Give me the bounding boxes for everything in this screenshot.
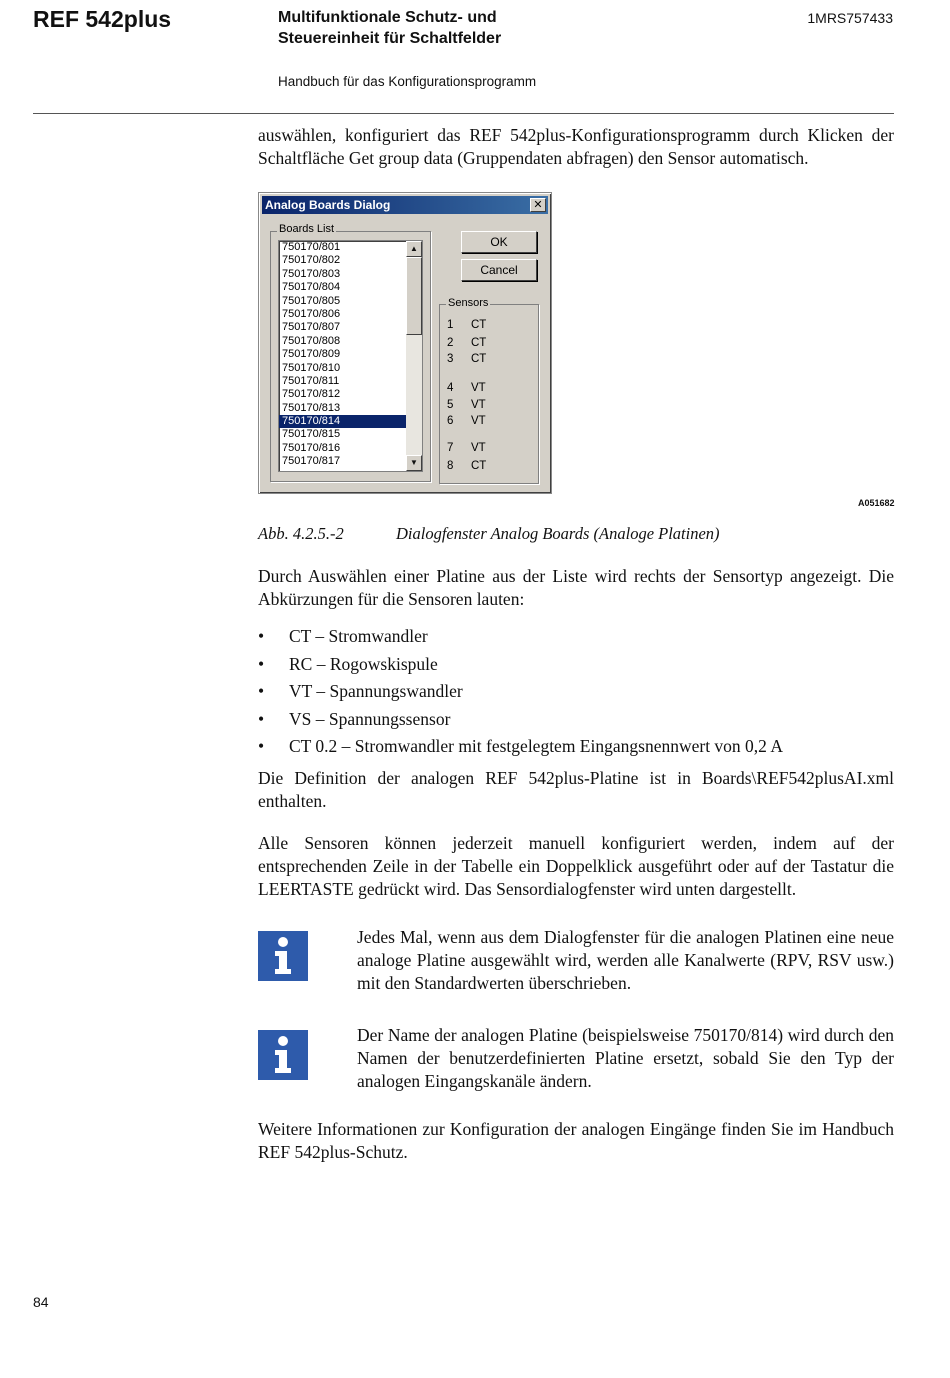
intro-paragraph: auswählen, konfiguriert das REF 542plus-Konfigurationsprogramm durch Klicken der Schaltfläche Get group data (Gruppendaten abfragen) den Sensor automatisch. xyxy=(258,125,894,168)
board-list-item[interactable]: 750170/809 xyxy=(282,348,341,361)
board-list-item[interactable]: 750170/803 xyxy=(282,267,341,280)
board-list-item[interactable]: 750170/812 xyxy=(282,388,341,401)
board-list-item[interactable]: 750170/804 xyxy=(282,281,341,294)
scroll-up-icon[interactable]: ▲ xyxy=(406,241,422,257)
board-list-item[interactable]: 750170/813 xyxy=(282,401,341,414)
cancel-button[interactable]: Cancel xyxy=(461,259,537,281)
sensor-number: 6 xyxy=(447,415,454,427)
ok-button[interactable]: OK xyxy=(461,231,537,253)
sensor-type: VT xyxy=(471,442,486,454)
list-item: • VS – Spannungssensor xyxy=(258,706,894,734)
close-icon[interactable]: ✕ xyxy=(530,198,546,212)
board-list-item[interactable]: 750170/808 xyxy=(282,334,341,347)
document-title xyxy=(278,7,501,49)
further-info-paragraph: Weitere Informationen zur Konfiguration der analogen Eingänge finden Sie im Handbuch REF 542plus-Schutz. xyxy=(258,1119,894,1162)
board-list-item[interactable]: 750170/810 xyxy=(282,361,341,374)
sensor-type: VT xyxy=(471,415,486,427)
sensor-number: 2 xyxy=(447,337,454,349)
sensor-type: CT xyxy=(471,353,487,365)
title-line-1: Multifunktionale Schutz- und xyxy=(278,9,497,26)
page-number: 84 xyxy=(33,1294,49,1310)
sensors-group xyxy=(439,304,539,484)
sensor-number: 8 xyxy=(447,460,454,472)
sensors-label: Sensors xyxy=(448,297,489,309)
boards-list-items xyxy=(279,241,422,469)
scroll-down-icon[interactable]: ▼ xyxy=(406,455,422,471)
note-1-text: Jedes Mal, wenn aus dem Dialogfenster für die analogen Platinen eine neue analoge Platine ausgewählt wird, werden alle Kanalwerte (RPV, RSV usw.) mit den Standardwerten überschrieben. xyxy=(357,927,894,993)
sensor-number: 4 xyxy=(447,382,454,394)
dialog-titlebar xyxy=(262,196,548,214)
figure-code: A051682 xyxy=(858,498,895,508)
sensor-abbreviation-list xyxy=(258,623,894,761)
board-list-item[interactable]: 750170/802 xyxy=(282,254,341,267)
sensor-type: CT xyxy=(471,460,487,472)
product-name: REF 542plus xyxy=(33,6,172,32)
board-list-item[interactable]: 750170/806 xyxy=(282,307,341,320)
sensor-type-paragraph: Durch Auswählen einer Platine aus der Liste wird rechts der Sensortyp angezeigt. Die Abkürzungen für die Sensoren lauten: xyxy=(258,566,894,609)
document-number: 1MRS757433 xyxy=(807,10,893,26)
sensor-number: 3 xyxy=(447,353,454,365)
figure-caption-number: Abb. 4.2.5.-2 xyxy=(258,524,344,543)
document-subtitle: Handbuch für das Konfigurationsprogramm xyxy=(278,74,537,89)
note-2-text: Der Name der analogen Platine (beispielsweise 750170/814) wird durch den Namen der benutzerdefinierten Platine ersetzt, sobald Sie den Typ der analogen Eingangskanäle ändern. xyxy=(357,1025,894,1091)
listbox-scrollbar[interactable] xyxy=(406,241,422,471)
list-item: • CT 0.2 – Stromwandler mit festgelegtem Eingangsnennwert von 0,2 A xyxy=(258,733,894,761)
list-item: • CT – Stromwandler xyxy=(258,623,894,651)
info-icon xyxy=(258,931,308,981)
header-divider xyxy=(33,113,894,114)
board-list-item[interactable]: 750170/815 xyxy=(282,428,341,441)
sensor-type: CT xyxy=(471,319,487,331)
definition-paragraph: Die Definition der analogen REF 542plus-Platine ist in Boards\REF542plusAI.xml enthalten. xyxy=(258,768,894,811)
manual-config-paragraph: Alle Sensoren können jederzeit manuell konfiguriert werden, indem auf der entsprechenden Zeile in der Tabelle ein Doppelklick ausgeführt oder auf der Tastatur die LEERTASTE gedrückt wird. Das Sensordialogfenster wird unten dargestellt. xyxy=(258,833,894,899)
list-item: • VT – Spannungswandler xyxy=(258,678,894,706)
sensor-type: VT xyxy=(471,399,486,411)
board-list-item[interactable]: 750170/811 xyxy=(282,374,340,387)
board-list-item[interactable]: 750170/807 xyxy=(282,321,341,334)
board-list-item[interactable]: 750170/814 xyxy=(279,415,422,428)
board-list-item[interactable]: 750170/817 xyxy=(282,455,341,468)
sensor-type: VT xyxy=(471,382,486,394)
title-line-2: Steuereinheit für Schaltfelder xyxy=(278,30,502,47)
info-icon xyxy=(258,1030,308,1080)
boards-list-label: Boards List xyxy=(279,223,335,235)
board-list-item[interactable]: 750170/816 xyxy=(282,441,341,454)
board-list-item[interactable]: 750170/805 xyxy=(282,294,341,307)
scroll-thumb[interactable] xyxy=(406,257,422,335)
analog-boards-dialog xyxy=(258,192,552,494)
sensor-number: 5 xyxy=(447,399,454,411)
figure-caption-text: Dialogfenster Analog Boards (Analoge Platinen) xyxy=(396,524,720,543)
list-item: • RC – Rogowskispule xyxy=(258,651,894,679)
boards-listbox[interactable] xyxy=(278,240,423,472)
sensor-number: 7 xyxy=(447,442,454,454)
board-list-item[interactable]: 750170/801 xyxy=(282,241,341,253)
sensor-number: 1 xyxy=(447,319,454,331)
sensor-type: CT xyxy=(471,337,487,349)
dialog-title: Analog Boards Dialog xyxy=(265,198,391,212)
